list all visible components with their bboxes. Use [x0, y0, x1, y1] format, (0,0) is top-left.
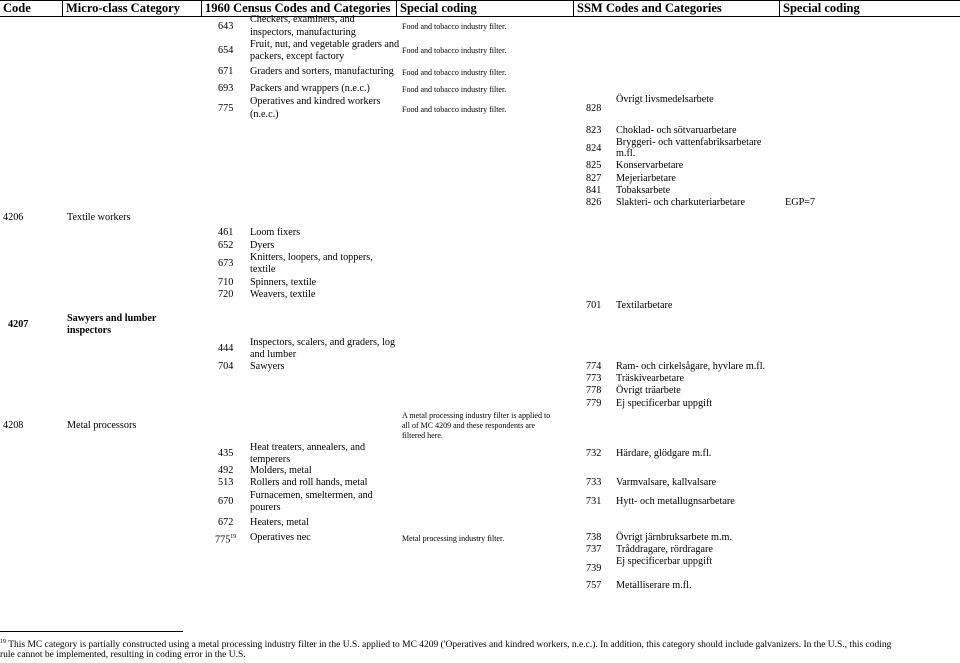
special-note: all of MC 4209 and these respondents are [402, 421, 536, 430]
special-note: Food and tobacco industry filter. [402, 68, 507, 77]
census-code: 461 [218, 227, 234, 238]
ssm-label: Övrigt träarbete [616, 385, 681, 396]
census-code: 720 [218, 289, 234, 300]
census-code: 673 [218, 258, 234, 269]
mc-label: inspectors [67, 325, 112, 336]
ssm-label: Ej specificerbar uppgift [616, 556, 713, 567]
census-label: and lumber [250, 349, 297, 360]
ssm-label: Tråddragare, rördragare [616, 544, 713, 555]
ssm-code: 823 [586, 125, 602, 136]
footnote-ref: 19 [230, 534, 237, 540]
ssm-label: Bryggeri- och vattenfabriksarbetare [616, 137, 762, 148]
census-label: temperers [250, 454, 291, 465]
ssm-label: Choklad- och sötvaruarbetare [616, 125, 737, 136]
census-label: Furnacemen, smeltermen, and [250, 490, 373, 501]
ssm-label: Övrigt livsmedelsarbete [616, 94, 714, 105]
ssm-code: 737 [586, 544, 602, 555]
census-code: 643 [218, 21, 234, 32]
census-label: Heaters, metal [250, 517, 309, 528]
census-code: 652 [218, 240, 234, 251]
ssm-label: Ram- och cirkelsågare, hyvlare m.fl. [616, 361, 766, 372]
census-code: 710 [218, 277, 234, 288]
census-code: 513 [218, 477, 234, 488]
ssm-code: 733 [586, 477, 602, 488]
ssm-code: 773 [586, 373, 602, 384]
census-label: Heat treaters, annealers, and [250, 442, 366, 453]
census-label: Inspectors, scalers, and graders, log [250, 337, 396, 348]
special-note: Metal processing industry filter. [402, 534, 505, 543]
census-label: packers, except factory [250, 51, 345, 62]
census-code [215, 531, 236, 546]
census-label: Operatives nec [250, 532, 311, 543]
ssm-label: m.fl. [616, 148, 636, 159]
special-code: EGP=7 [785, 197, 816, 208]
ssm-label: Mejeriarbetare [616, 173, 676, 184]
census-code: 492 [218, 465, 234, 476]
census-label: textile [250, 264, 276, 275]
ssm-label: Härdare, glödgare m.fl. [616, 448, 712, 459]
ssm-label: Varmvalsare, kallvalsare [616, 477, 717, 488]
ssm-code: 828 [586, 103, 602, 114]
footnote-rule [0, 631, 183, 632]
ssm-code: 757 [586, 580, 602, 591]
census-label: Molders, metal [250, 465, 312, 476]
ssm-label: Ej specificerbar uppgift [616, 398, 713, 409]
census-code: 654 [218, 45, 234, 56]
census-code: 693 [218, 83, 234, 94]
ssm-code: 825 [586, 160, 602, 171]
census-label: pourers [250, 502, 281, 513]
census-code: 671 [218, 66, 234, 77]
census-code: 670 [218, 496, 234, 507]
header-ssm: SSM Codes and Categories [577, 1, 722, 15]
special-note: A metal processing industry filter is applied to [402, 411, 551, 420]
ssm-code: 774 [586, 361, 602, 372]
census-code-value: 775 [215, 534, 231, 546]
mc-code: 4207 [8, 319, 29, 330]
census-label: inspectors, manufacturing [250, 27, 356, 38]
census-code: 704 [218, 361, 234, 372]
census-label: Knitters, loopers, and toppers, [250, 252, 373, 263]
ssm-code: 779 [586, 398, 602, 409]
ssm-label: Övrigt järnbruksarbete m.m. [616, 532, 732, 543]
ssm-code: 738 [586, 532, 602, 543]
census-label: Packers and wrappers (n.e.c.) [250, 83, 370, 94]
special-note: Food and tobacco industry filter. [402, 22, 507, 31]
ssm-label: Slakteri- och charkuteriarbetare [616, 197, 745, 208]
census-label: Spinners, textile [250, 277, 317, 288]
ssm-label: Konservarbetare [616, 160, 684, 171]
header-special-coding-1: Special coding [400, 1, 477, 15]
ssm-label: Hytt- och metallugnsarbetare [616, 496, 735, 507]
census-label: Loom fixers [250, 227, 301, 238]
header-census: 1960 Census Codes and Categories [205, 1, 391, 15]
census-label: (n.e.c.) [250, 109, 279, 120]
census-label: Fruit, nut, and vegetable graders and [250, 39, 400, 50]
census-code: 435 [218, 448, 234, 459]
census-code: 775 [218, 103, 234, 114]
header-code: Code [3, 1, 31, 15]
table-header [0, 0, 960, 17]
census-label: Rollers and roll hands, metal [250, 477, 368, 488]
ssm-code: 732 [586, 448, 602, 459]
ssm-code: 739 [586, 563, 602, 574]
ssm-code: 841 [586, 185, 602, 196]
ssm-code: 826 [586, 197, 602, 208]
census-label: Checkers, examiners, and [250, 14, 355, 25]
mc-code: 4208 [3, 420, 24, 431]
census-label: Operatives and kindred workers [250, 96, 381, 107]
header-special-coding-2: Special coding [783, 1, 860, 15]
footnote-text: This MC category is partially constructed using a metal processing industry filter in the U.S. applied to MC 4209 ('Operatives and kindred workers, n.e.c.). In addition, this category should include galvanizers. In the U.S., this coding [8, 640, 892, 651]
special-note: Food and tobacco industry filter. [402, 85, 507, 94]
ssm-label: Träskivearbetare [616, 373, 685, 384]
special-note: Food and tobacco industry filter. [402, 105, 507, 114]
footnote-text: rule cannot be implemented, resulting in coding error in the U.S. [0, 650, 246, 660]
ssm-code: 824 [586, 143, 602, 154]
ssm-code: 701 [586, 300, 602, 311]
ssm-label: Metalliserare m.fl. [616, 580, 692, 591]
census-label: Dyers [250, 240, 275, 251]
footnote-number: 19 [0, 639, 6, 645]
ssm-code: 827 [586, 173, 602, 184]
mc-label: Sawyers and lumber [67, 313, 157, 324]
census-code: 672 [218, 517, 234, 528]
mc-label: Textile workers [67, 212, 131, 223]
census-label: Weavers, textile [250, 289, 316, 300]
census-label: Sawyers [250, 361, 285, 372]
ssm-label: Textilarbetare [616, 300, 673, 311]
mc-label: Metal processors [67, 420, 137, 431]
mc-code: 4206 [3, 212, 24, 223]
ssm-label: Tobaksarbete [616, 185, 671, 196]
header-micro-class: Micro-class Category [66, 1, 180, 15]
ssm-code: 778 [586, 385, 602, 396]
census-label: Graders and sorters, manufacturing [250, 66, 394, 77]
special-note: filtered here. [402, 431, 443, 440]
ssm-code: 731 [586, 496, 602, 507]
census-code: 444 [218, 343, 234, 354]
special-note: Food and tobacco industry filter. [402, 46, 507, 55]
